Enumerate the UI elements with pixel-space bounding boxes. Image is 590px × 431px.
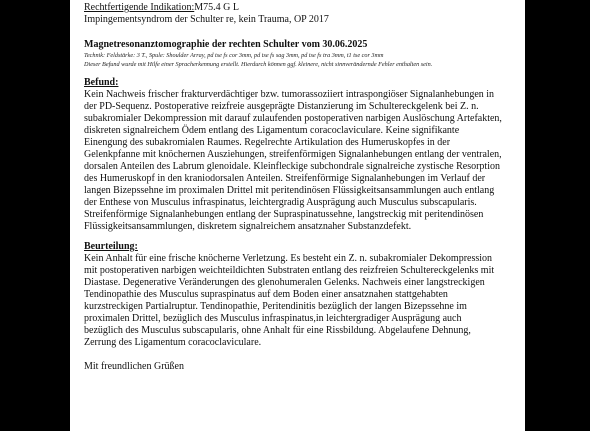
indication-label: Rechtfertigende Indikation: [84,2,195,13]
befund-line: Streifenförmige Signalanhebungen entlang der Supraspinatussehne, langstreckig mit peritendinösen [84,209,484,220]
befund-line: diskreten signalreichem Ödem entlang des Ligamentum coracoclaviculare. Keine signifikante [84,125,460,136]
beurteilung-line: Kein Anhalt für eine frische knöcherne Verletzung. Es besteht ein Z. n. subakromialer Dekompression [84,253,493,264]
indication-code: M75.4 G L [194,2,239,13]
befund-line: Gelenkpfanne mit knöchernen Ausziehungen, streifenförmigen Signalanhebungen entlang der ventralen, [84,149,502,160]
befund-line: der PD-Sequenz. Postoperative reizfreie ausgeprägte Distanzierung im Schultereckgelenk bei Z. n. [84,101,479,112]
diagnosis-line: Impingementsyndrom der Schulter re, kein Trauma, OP 2017 [84,14,329,25]
beurteilung-text [84,253,517,349]
beurteilung-line: Diastase. Degenerative Veränderungen des glenohumeralen Gelenks. Nachweis einer langstreckigen [84,277,485,288]
indication-line [84,2,517,14]
beurteilung-line: proximalen Drittel, bezüglich des Musculus infraspinatus,in leichtergradiger Ausprägung auch [84,313,462,324]
beurteilung-line: mit postoperativen narbigen weichteildichten Substraten entlang des reizfreien Schultereckgelenks mit [84,265,495,276]
befund-line: Einengung des subakromialen Raumes. Regelrechte Artikulation des Humeruskopfes in der [84,137,451,148]
beurteilung-line: bezüglich des Musculus subscapularis, ohne Anhalt für eine Rissbildung. Abgelaufene Dehnung, [84,325,471,336]
closing-greeting: Mit freundlichen Grüßen [84,361,184,372]
beurteilung-line: Tendinopathie des Musculus supraspinatus auf dem Boden einer ansatznahen stattgehabten [84,289,448,300]
beurteilung-line: Zerrung des Ligamentum coracoclaviculare. [84,337,262,348]
technique-line: Technik: Feldstärke: 3 T., Spule: Shoulder Array, pd tse fs cor 3mm, pd tse fs sag 3mm, pd tse fs tra 3mm, t1 tse cor 3mm [84,52,384,59]
befund-line: dorsalen Anteilen des Labrum glenoidale. Kleinfleckige subchondrale signalreiche zystische Resorption [84,161,500,172]
report-page [70,0,525,431]
befund-line: der Enthese von Musculus infraspinatus, leichtergradig Ausprägung auch Musculus subscapularis. [84,197,477,208]
report-title: Magnetresonanztomographie der rechten Schulter vom 30.06.2025 [84,39,368,50]
befund-line: Flüssigkeitsansammlungen, diskretem signalreichem ansatznaher Substanzdefekt. [84,221,412,232]
disclaimer-line: Dieser Befund wurde mit Hilfe einer Spracherkennung erstellt. Hierdurch können ggf. kleinere, nicht sinnverändernde Fehler enthalten sein. [84,61,433,68]
beurteilung-heading: Beurteilung: [84,241,138,252]
befund-line: des Humeruskopf in den kraniodorsalen Anteilen. Streifenförmige Signalanhebungen im Verlauf der [84,173,486,184]
beurteilung-line: kurzstreckigen Partialruptur. Tendinopathie, Peritendinitis bezüglich der langen Bizepssehne im [84,301,467,312]
befund-line: langen Bizepssehne im proximalen Drittel mit peritendinösen Flüssigkeitsansammlungen auch entlang [84,185,495,196]
befund-heading: Befund: [84,77,119,88]
befund-line: subakromialer Dekompression mit darauf zulaufenden postoperativen narbigen Auslöschung Artefakten, [84,113,502,124]
befund-text [84,89,517,233]
befund-line: Kein Nachweis frischer frakturverdächtiger bzw. tumorassoziiert intraspongiöser Signalanhebungen in [84,89,495,100]
